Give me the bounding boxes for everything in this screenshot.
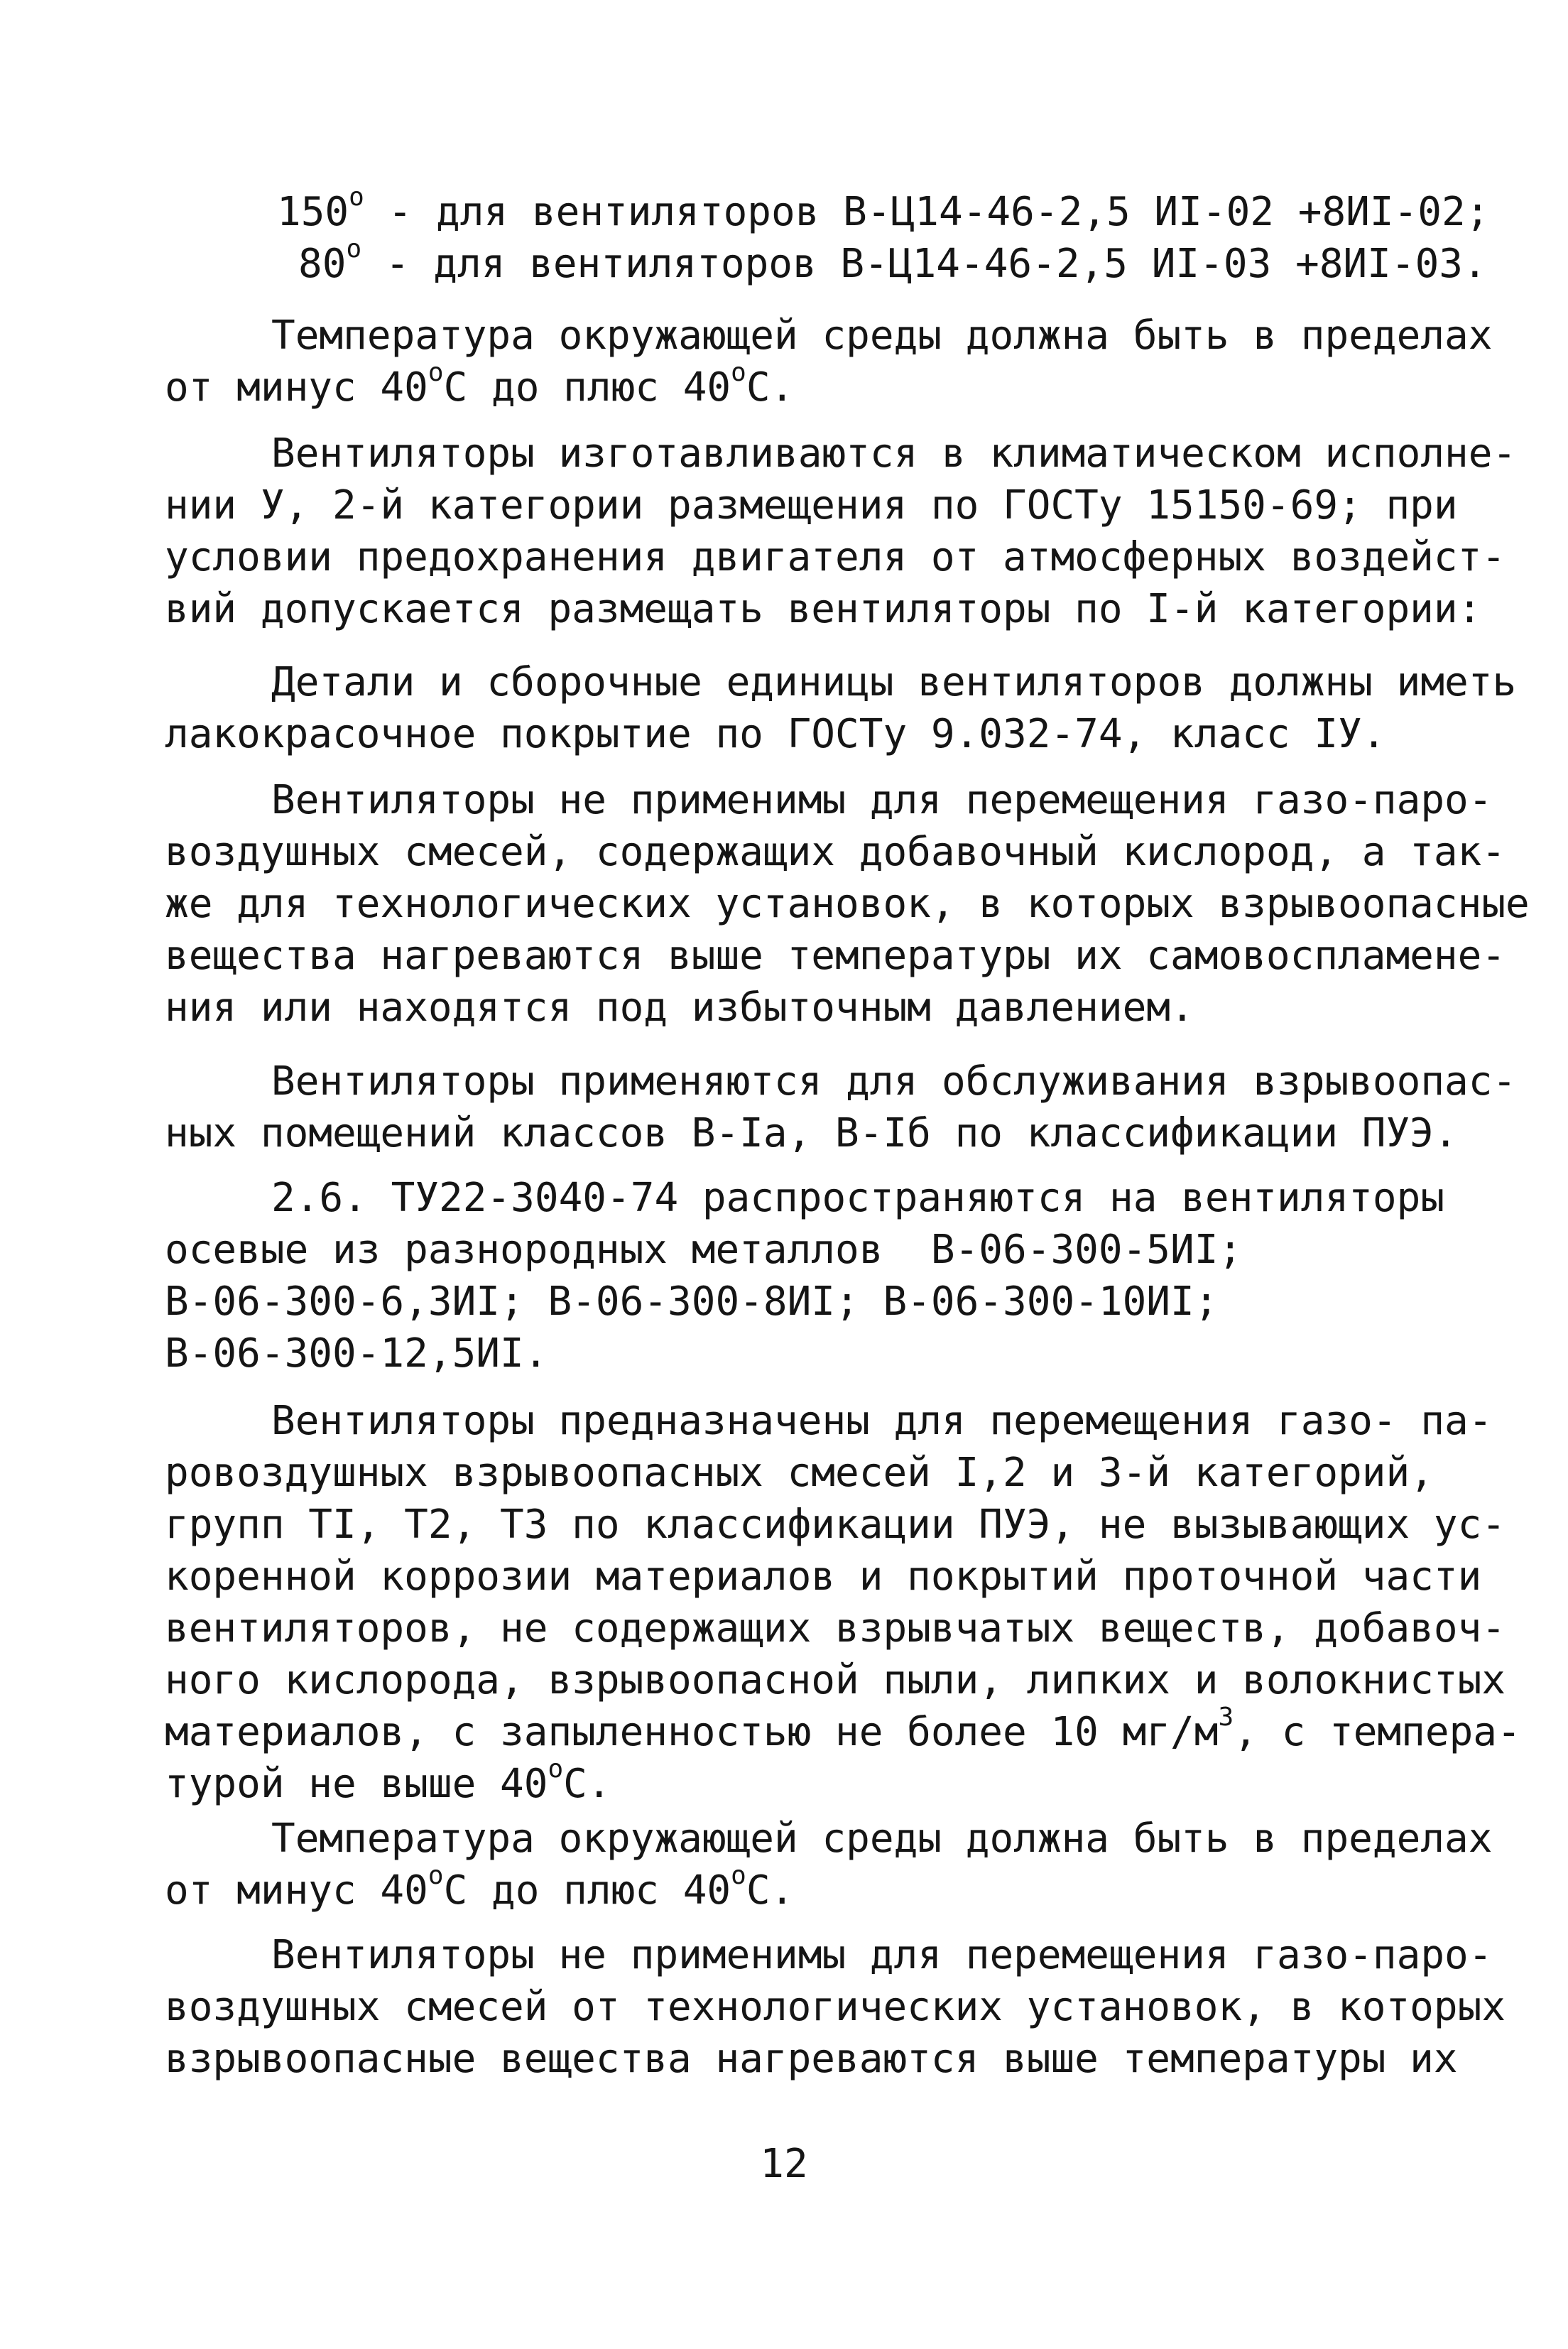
paragraph-climate: Вентиляторы изготавливаются в климатическом исполне- нии У, 2-й категории размещения по ГОСТу 15150-69; при условии предохранения двигателя от атмосферных воздейст- вий допускается размещать вентиляторы по I-й категории: bbox=[165, 430, 1517, 632]
paragraph-not-applicable: Вентиляторы не применимы для перемещения газо-паро- воздушных смесей, содержащих добавочный кислород, а так- же для технологических установок, в которых взрывоопасные вещества нагреваются выше температуры их самовоспламене- ния или находятся под избыточным давлением. bbox=[165, 777, 1530, 1031]
page-number: 12 bbox=[760, 2141, 808, 2187]
ambient-range-line: от минус 40$^o$С до плюс 40$^o$С. bbox=[165, 1861, 795, 1914]
section-2-6: 2.6. ТУ22-3040-74 распространяются на вентиляторы осевые из разнородных металлов В-06-300-5ИI; В-06-300-6,3ИI; В-06-300-8ИI; В-06-300-10ИI; В-06-300-12,5ИI. bbox=[165, 1175, 1445, 1377]
paragraph-ambient-temperature: Температура окружающей среды должна быть в пределах от минус 40$^o$С до плюс 40$^o$С. bbox=[165, 1813, 1415, 1916]
temperature-limit-line: 80$^o$ - для вентиляторов В-Ц14-46-2,5 ИI-03 +8ИI-03. bbox=[298, 234, 1487, 287]
dust-concentration-line: материалов, с запыленностью не более 10 $мг/м^3$, с темпера- bbox=[165, 1703, 1521, 1755]
paragraph-coating: Детали и сборочные единицы вентиляторов должны иметь лакокрасочное покрытие по ГОСТу 9.032-74, класс IУ. bbox=[165, 659, 1517, 757]
paragraph-ambient-temperature: Температура окружающей среды должна быть в пределах от минус 40$^o$С до плюс 40$^o$С. bbox=[165, 310, 1415, 413]
temperature-limits bbox=[165, 183, 1490, 290]
max-temperature-line: турой не выше 40$^o$С. bbox=[165, 1754, 611, 1807]
ambient-range-line: от минус 40$^o$С до плюс 40$^o$С. bbox=[165, 358, 795, 411]
paragraph-not-applicable: Вентиляторы не применимы для перемещения газо-паро- воздушных смесей от технологических установок, в которых взрывоопасные вещества нагреваются выше температуры их bbox=[165, 1932, 1506, 2082]
temperature-limit-line: 150$^o$ - для вентиляторов В-Ц14-46-2,5 ИI-02 +8ИI-02; bbox=[277, 183, 1490, 235]
paragraph-purpose: Вентиляторы предназначены для перемещения газо- па- ровоздушных взрывоопасных смесей I,2 и 3-й категорий, групп ТI, Т2, Т3 по классификации ПУЭ, не вызывающих ус- коренной коррозии материалов и покрытий проточной части вентиляторов, не содержащих взрывчатых веществ, добавоч- ного кислорода, взрывоопасной пыли, липких и волокнистых материалов, с запыленностью не более 10 $мг/м^3$, с темпера- турой не выше 40$^o$С. bbox=[165, 1395, 1415, 1810]
paragraph-application: Вентиляторы применяются для обслуживания взрывоопас- ных помещений классов В-Iа, В-Iб по классификации ПУЭ. bbox=[165, 1058, 1517, 1156]
